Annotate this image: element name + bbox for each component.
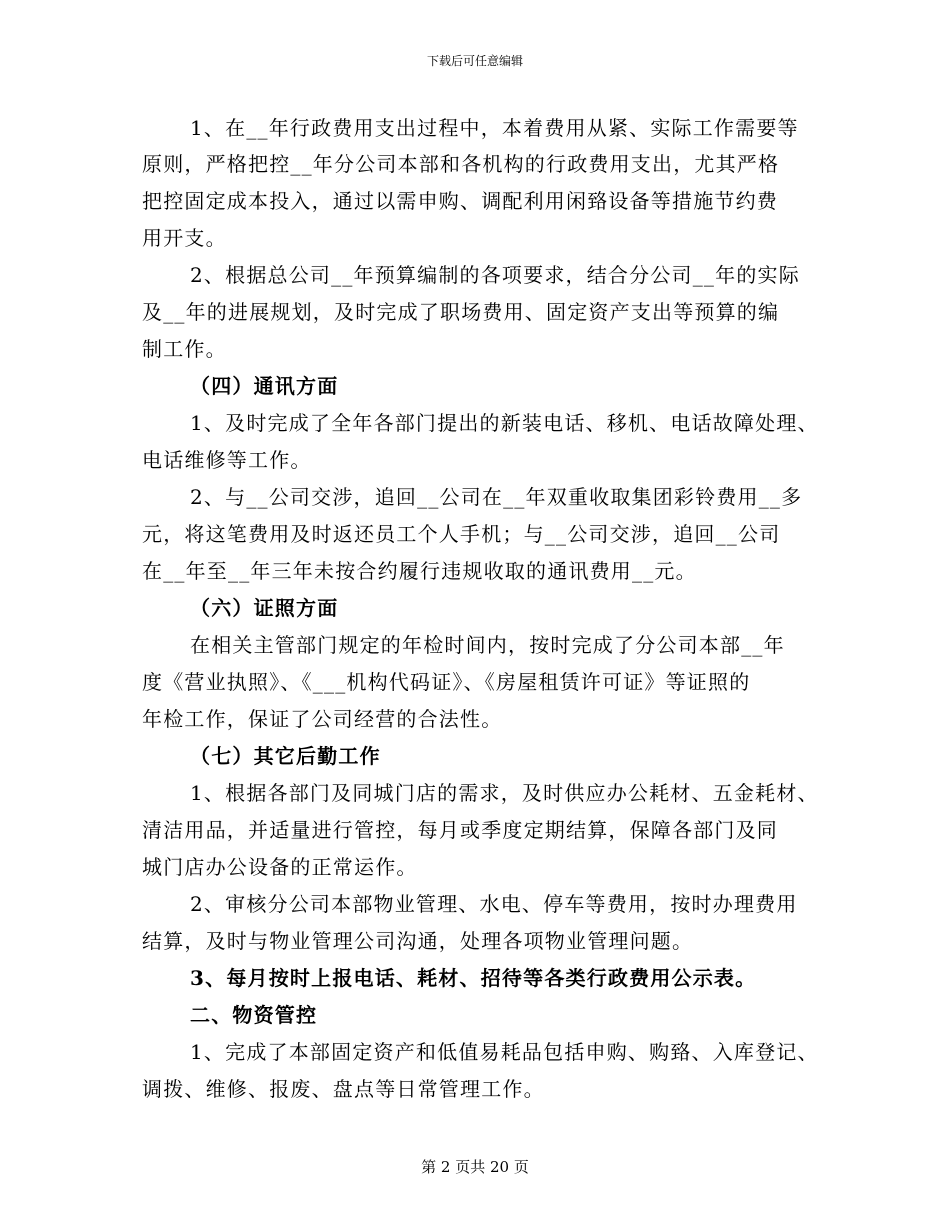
- body-line: 元，将这笔费用及时返还员工个人手机；与__公司交涉，追回__公司: [142, 522, 781, 546]
- section-heading: （七）其它后勤工作: [190, 744, 381, 768]
- body-line: 把控固定成本投入，通过以需申购、调配利用闲臵设备等措施节约费: [142, 189, 778, 213]
- body-line: 度《营业执照》、《___机构代码证》、《房屋租赁许可证》等证照的: [142, 670, 751, 694]
- body-line: 及__年的进展规划，及时完成了职场费用、固定资产支出等预算的编: [142, 300, 780, 324]
- body-line: 2、与__公司交涉，追回__公司在__年双重收取集团彩铃费用__多: [190, 485, 803, 509]
- body-line: 原则，严格把控__年分公司本部和各机构的行政费用支出，尤其严格: [142, 152, 780, 176]
- body-line: 1、完成了本部固定资产和低值易耗品包括申购、购臵、入库登记、: [190, 1040, 819, 1064]
- bold-body-line: 3、每月按时上报电话、耗材、招待等各类行政费用公示表。: [190, 966, 757, 990]
- body-line: 2、审核分公司本部物业管理、水电、停车等费用，按时办理费用: [190, 892, 798, 916]
- body-line: 电话维修等工作。: [142, 448, 312, 472]
- body-line: 制工作。: [142, 337, 227, 361]
- section-heading: （四）通讯方面: [190, 374, 339, 398]
- page-number-footer: 第 2 页共 20 页: [421, 1158, 529, 1176]
- body-line: 在__年至__年三年未按合约履行违规收取的通讯费用__元。: [142, 559, 697, 583]
- body-line: 1、在__年行政费用支出过程中，本着费用从紧、实际工作需要等: [190, 116, 799, 140]
- section-heading: （六）证照方面: [190, 596, 339, 620]
- section-heading: 二、物资管控: [190, 1003, 318, 1027]
- body-line: 2、根据总公司__年预算编制的各项要求，结合分公司__年的实际: [190, 263, 800, 287]
- body-line: 用开支。: [142, 226, 227, 250]
- body-line: 在相关主管部门规定的年检时间内，按时完成了分公司本部__年: [190, 633, 785, 657]
- body-line: 1、根据各部门及同城门店的需求，及时供应办公耗材、五金耗材、: [190, 781, 819, 805]
- body-line: 调拨、维修、报废、盘点等日常管理工作。: [142, 1077, 545, 1101]
- body-line: 年检工作，保证了公司经营的合法性。: [142, 707, 503, 731]
- body-line: 城门店办公设备的正常运作。: [142, 855, 418, 879]
- page-header-note: 下载后可任意编辑: [426, 54, 523, 68]
- body-line: 清洁用品，并适量进行管控，每月或季度定期结算，保障各部门及同: [142, 818, 778, 842]
- body-line: 1、及时完成了全年各部门提出的新装电话、移机、电话故障处理、: [190, 411, 819, 435]
- body-line: 结算，及时与物业管理公司沟通，处理各项物业管理问题。: [142, 929, 694, 953]
